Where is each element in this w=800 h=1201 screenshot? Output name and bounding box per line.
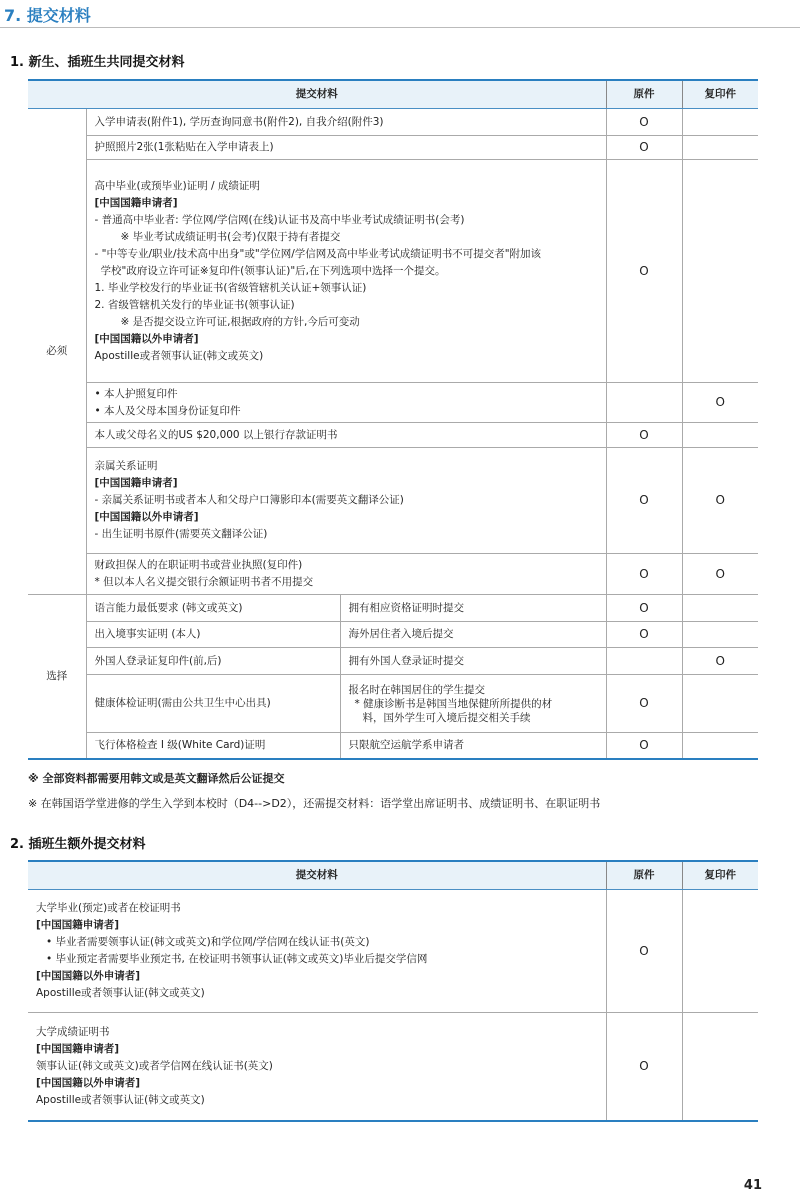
group-non-china: [中国国籍以外申请者]: [36, 970, 141, 982]
table-row: [28, 109, 758, 136]
title-divider: [0, 27, 800, 28]
row-family-relation: [86, 448, 606, 554]
item-line: 1. 毕业学校发行的毕业证书(省级管辖机关认证+领事认证): [94, 281, 367, 294]
original-mark-empty: [606, 383, 682, 423]
original-mark: O: [606, 622, 682, 648]
page-number: 41: [743, 1178, 762, 1193]
header-copy: 复印件: [682, 861, 758, 890]
item-line: • 本人护照复印件: [94, 387, 178, 400]
original-mark: O: [606, 1013, 682, 1121]
section1-table: [28, 79, 758, 760]
copy-mark-empty: [682, 733, 758, 759]
item-note: ※ 毕业考试成绩证明书(会考)仅限于持有者提交: [120, 230, 341, 243]
group-china: [中国国籍申请者]: [36, 919, 120, 931]
section1-heading: 1. 新生、插班生共同提交材料: [10, 55, 185, 70]
table-header: [28, 861, 758, 890]
row-photos: 护照照片2张(1张粘贴在入学申请表上): [86, 136, 606, 160]
copy-mark-empty: [682, 622, 758, 648]
row-bank-deposit: 本人或父母名义的US $20,000 以上银行存款证明书: [86, 423, 606, 448]
row-entry-exit: 出入境事实证明 (本人): [86, 622, 340, 648]
item-title: 高中毕业(或预毕业)证明 / 成绩证明: [94, 179, 260, 192]
copy-mark: O: [682, 648, 758, 675]
item-line: - 出生证明书原件(需要英文翻译公证): [94, 528, 268, 540]
item-line: Apostille或者领事认证(韩文或英文): [94, 349, 264, 362]
header-materials: 提交材料: [28, 861, 606, 890]
item-note: * 健康诊断书是韩国当地保健所所提供的材: [354, 697, 553, 710]
item-note: 料，国外学生可入境后提交相关手续: [362, 711, 531, 724]
row-health-check: 健康体检证明(需由公共卫生中心出具): [86, 675, 340, 733]
row-university-transcript: [28, 1013, 606, 1121]
row-university-certificate: [28, 890, 606, 1013]
copy-mark: O: [682, 554, 758, 595]
group-non-china: [中国国籍以外申请者]: [94, 332, 199, 345]
original-mark: O: [606, 423, 682, 448]
header-copy: 复印件: [682, 80, 758, 109]
row-highschool-certificate: [86, 160, 606, 383]
group-non-china: [中国国籍以外申请者]: [36, 1076, 141, 1089]
item-line: 报名时在韩国居住的学生提交: [348, 683, 485, 696]
table-header: [28, 80, 758, 109]
item-title: 大学成绩证明书: [36, 1025, 110, 1038]
copy-mark-empty: [682, 890, 758, 1013]
copy-mark-empty: [682, 423, 758, 448]
copy-mark-empty: [682, 675, 758, 733]
row-condition: 海外居住者入境后提交: [340, 622, 606, 648]
item-line: Apostille或者领事认证(韩文或英文): [36, 1093, 205, 1106]
group-china: [中国国籍申请者]: [94, 196, 178, 209]
copy-mark-empty: [682, 136, 758, 160]
note-language-school: ※ 在韩国语学堂进修的学生入学到本校时（D4-->D2），还需提交材料：语学堂出席证明书、成绩证明书、在职证明书: [28, 797, 601, 810]
item-title: 大学毕业(预定)或者在校证明书: [36, 902, 181, 914]
row-condition: [340, 675, 606, 733]
table-row: [28, 648, 758, 675]
original-mark: O: [606, 448, 682, 554]
original-mark: O: [606, 554, 682, 595]
row-financial-guarantor: [86, 554, 606, 595]
item-line: • 毕业者需要领事认证(韩文或英文)和学位网/学信网在线认证书(英文): [46, 936, 370, 948]
item-line: • 毕业预定者需要毕业预定书, 在校证明书领事认证(韩文或英文)毕业后提交学信网: [46, 953, 428, 965]
copy-mark-empty: [682, 1013, 758, 1121]
copy-mark-empty: [682, 109, 758, 136]
item-line: • 本人及父母本国身份证复印件: [94, 404, 241, 417]
category-optional: 选择: [28, 595, 86, 759]
table-row: [28, 733, 758, 759]
row-condition: 拥有外国人登录证时提交: [340, 648, 606, 675]
group-china: [中国国籍申请者]: [94, 477, 178, 489]
copy-mark-empty: [682, 595, 758, 622]
table-row: [28, 675, 758, 733]
table-row: [28, 160, 758, 383]
row-alien-registration: 外国人登录证复印件(前,后): [86, 648, 340, 675]
original-mark: O: [606, 136, 682, 160]
table-row: [28, 423, 758, 448]
section2-table: [28, 860, 758, 1122]
item-line: - "中等专业/职业/技术高中出身"或"学位网/学信网及高中毕业考试成绩证明书不可提交者"附加该: [94, 247, 542, 260]
group-china: [中国国籍申请者]: [36, 1042, 120, 1055]
row-application-forms: 入学申请表(附件1), 学历查询同意书(附件2), 自我介绍(附件3): [86, 109, 606, 136]
header-original: 原件: [606, 861, 682, 890]
table-row: [28, 595, 758, 622]
original-mark: O: [606, 733, 682, 759]
row-flight-physical: 飞行体格检查 I 级(White Card)证明: [86, 733, 340, 759]
row-condition: 拥有相应资格证明时提交: [340, 595, 606, 622]
page-title: 7. 提交材料: [4, 6, 91, 25]
original-mark: O: [606, 890, 682, 1013]
table-row: [28, 890, 758, 1013]
copy-mark: O: [682, 383, 758, 423]
original-mark: O: [606, 160, 682, 383]
table-row: [28, 1013, 758, 1121]
original-mark-empty: [606, 648, 682, 675]
original-mark: O: [606, 675, 682, 733]
copy-mark: O: [682, 448, 758, 554]
header-original: 原件: [606, 80, 682, 109]
item-line: - 普通高中毕业者: 学位网/学信网(在线)认证书及高中毕业考试成绩证明书(会考): [94, 213, 465, 226]
section2-heading: 2. 插班生额外提交材料: [10, 837, 146, 852]
item-note: * 但以本人名义提交银行余额证明书者不用提交: [94, 576, 314, 588]
table-row: [28, 554, 758, 595]
table-row: [28, 383, 758, 423]
item-note: ※ 是否提交设立许可证,根据政府的方针,今后可变动: [120, 315, 360, 328]
item-line: Apostille或者领事认证(韩文或英文): [36, 987, 205, 999]
table-row: [28, 622, 758, 648]
table-row: [28, 136, 758, 160]
item-line: 学校"政府设立许可证※复印件(领事认证)"后,在下列选项中选择一个提交。: [100, 264, 446, 277]
header-materials: 提交材料: [28, 80, 606, 109]
original-mark: O: [606, 595, 682, 622]
note-translation: ※ 全部资料都需要用韩文或是英文翻译然后公证提交: [28, 772, 285, 785]
item-line: 领事认证(韩文或英文)或者学信网在线认证书(英文): [36, 1059, 273, 1072]
item-line: - 亲属关系证明书或者本人和父母户口簿影印本(需要英文翻译公证): [94, 494, 404, 506]
group-non-china: [中国国籍以外申请者]: [94, 511, 199, 523]
row-language-ability: 语言能力最低要求 (韩文或英文): [86, 595, 340, 622]
table-row: [28, 448, 758, 554]
item-line: 财政担保人的在职证明书或营业执照(复印件): [94, 559, 303, 571]
item-title: 亲属关系证明: [94, 460, 158, 472]
row-condition: 只限航空运航学系申请者: [340, 733, 606, 759]
row-passport-id-copies: [86, 383, 606, 423]
original-mark: O: [606, 109, 682, 136]
copy-mark-empty: [682, 160, 758, 383]
category-required: 必须: [28, 109, 86, 595]
item-line: 2. 省级管辖机关发行的毕业证书(领事认证): [94, 298, 295, 311]
